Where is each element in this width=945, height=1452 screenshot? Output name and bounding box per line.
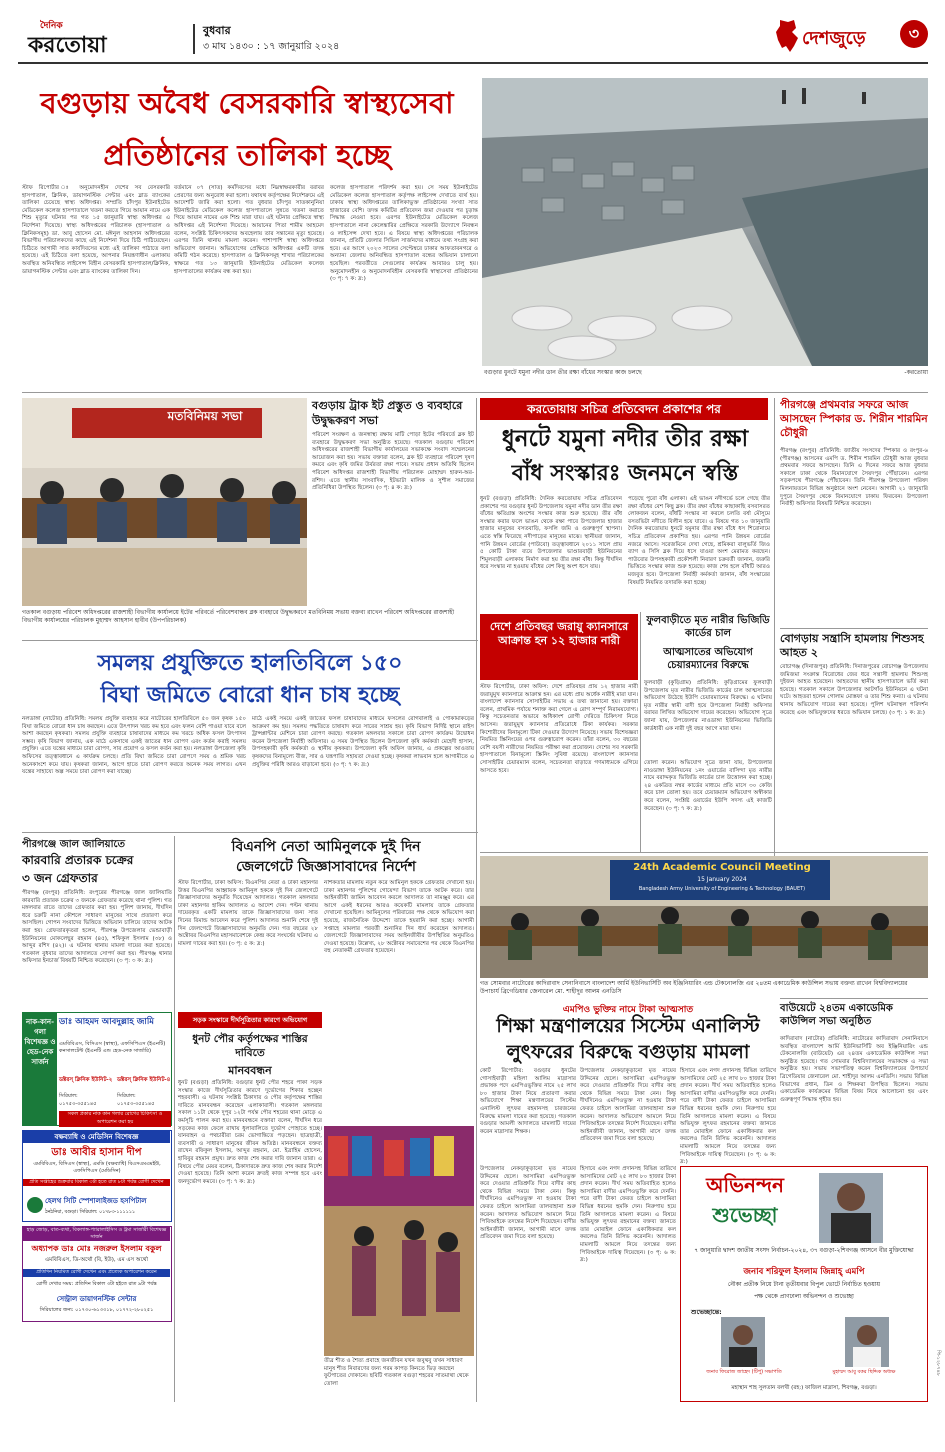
mp-col2-cont-text: হিসাবে এবং নগদ প্রদানসহ বিভিন্ন তারিখে আসামিদের মোট ২৫ লাখ ৮০ হাজার টাকা প্রদান করেন। দীর্ঘ সময় অতিবাহিত হলেও আসামিরা বাদীর এমপিওভুক্তি করে দেননি। পরে বাদী টাকা ফেরত চাইলে আসামিরা বিভিন্ন ধরনের হুমকি দেন। নিরুপায় হয়ে তিনি আদালতে মামলা করেন। এ বিষয়ে অভিযুক্ত লুৎফর রহমানের বক্তব্য জানতে তার মোবাইল ফোনে একাধিকবার কল করলেও তিনি রিসিভ করেননি। আদালত মামলাটি আমলে নিয়ে তদন্তের জন্য পিবিআইকে দায়িত্ব দিয়েছেন। (৩ পৃ: ৬ ক: দ্র:) [580,1166,676,1264]
ad-abir-address: ঠনঠনিয়া, বগুড়া। সিরিয়াল: ০১৭৮৩-১১১১১১ [45,1210,135,1215]
mp-headline-1: শিক্ষা মন্ত্রণালয়ের সিস্টেম এনালিস্ট [496,1015,760,1037]
issue-day: বুধবার [203,24,231,37]
ad-abir-banner: প্রতি সপ্তাহের শুক্রবার বিকাল ৩টা হতে রাত ৮টা পর্যন্ত রোগী দেখেন [23,1179,170,1186]
story1-headline-1: বগুড়ায় অবৈধ বেসরকারি স্বাস্থ্যসেবা [40,86,454,120]
ad-nazrul-top: হাড় জোড়, বাত-ব্যথা, বিকলাঙ্গ-প্যারালাইসিস ও ট্রমা সার্জারী বিশেষজ্ঞ সার্জন [23,1227,170,1241]
road-sub: মানববন্ধন [228,1064,272,1077]
tech-col1: নলডাঙ্গা (নাটোর) প্রতিনিধি: সমলয় প্রযুক্তি ব্যবহার করে নাটোরের হালতিবিলে ৫০ জন কৃষক ১৫০ বিঘা জমিতে বোরো ধান চাষ করছেন। এতে উৎপাদন খরচ কম হবে এবং ফলন বেশি পাওয়া যাবে বলে আশা করছেন কৃষকরা। সমলয় প্রযুক্তি ব্যবহারে চাষাবাদের মাধ্যমে কম খরচে অধিক ফসল উৎপাদন সম্ভব। কৃষি বিভাগ জানায়, এক মাঠে একসাথে একই জাতের ধান রোপণ এবং কর্তন করাই সমলয় প্রযুক্তি। এতে যন্ত্রের মাধ্যমে চারা রোপণ, সার প্রয়োগ ও ফসল কর্তন করা হয়। নলডাঙ্গা উপজেলা কৃষি অফিসের তত্ত্বাবধানে এ কার্যক্রম চলছে। প্রতি বিঘা জমিতে চারা রোপণে সময় ও শ্রমিক খরচ অনেকাংশে কমে যায়। কৃষকরা জানান, আগে হাতে চারা রোপণ করতে অনেক সময় লাগত। এখন যন্ত্রের সাহায্যে অল্প সময়ে চারা রোপণ করা যাচ্ছে। [22,716,246,776]
greeting-wisher-2: মুহাম্মদ আবু বকর ছিদ্দিক অধ্যক্ষ [832,1369,896,1375]
meeting-banner: মতবিনিময় সভা [167,409,243,423]
greeting-title-1: অভিনন্দন [706,1173,784,1197]
council-caption: গত সোমবার নাটোরের কাদিরাবাদ সেনানিবাসে বাংলাদেশ আর্মি ইউনিভার্সিটি অব ইঞ্জিনিয়ারিং এন্ড টেকনোলজি এর ২৪তম একাডেমিক কাউন্সিল সভায় বক্তব্য রাখেন বিশ্ববিদ্যালয়ের উপাচার্য ব্রিগেডিয়ার জেনারেল মো. শাহীদুর আলম এনডিসি [480,980,908,995]
ad-abdullah-footer: সকল প্রকার নাক কান গলার রোগের চিকিৎসা ও অপারেশন করা হয় [59,1111,171,1127]
section-title: দেশজুড়ে [802,28,866,49]
road-headline: ধুনট পৌর কর্তৃপক্ষের শাস্তির দাবিতে [192,1033,308,1059]
story1-headline-2: প্রতিষ্ঠানের তালিকা হচ্ছে [103,138,391,172]
bnp-col1: স্টাফ রিপোর্টার, ঢাকা অফিস: বিএনপির নেতা ও ঢাকা মহানগর উত্তর বিএনপির আহ্বায়ক আমিনুল হককে দুই দিন জেলগেটে জিজ্ঞাসাবাদের অনুমতি দিয়েছেন আদালত। গতকাল মঙ্গলবার ঢাকা মহানগর হাকিম আদালত এ আদেশ দেন। পল্টন থানায় দায়েরকৃত একটি মামলায় তাকে জিজ্ঞাসাবাদের জন্য সাত দিনের রিমান্ড আবেদন করে পুলিশ। আদালত শুনানি শেষে দুই দিন জেলগেটে জিজ্ঞাসাবাদের অনুমতি দেন। গত বছরের ২৮ অক্টোবর বিএনপির মহাসমাবেশকে কেন্দ্র করে সংঘর্ষের ঘটনায় এ মামলা দায়ের করা হয়। (৩ পৃ: ৫ ক: দ্র:) [178,880,318,947]
ad-dr-abdullah [22,1012,172,1126]
greeting-text-3: পক্ষ থেকে প্রাণঢালা অভিনন্দন ও শুভেচ্ছা [754,1293,854,1300]
vgd-headline-bottom: আত্মসাতের অভিযোগ চেয়ারম্যানের বিরুদ্ধে [663,647,753,671]
vgd-col2: তোলা করেন। অভিযোগ সূত্রে জানা যায়, উপজেলার নাওডাঙ্গা ইউনিয়নের ১নং ওয়ার্ডের বাসিন্দা মৃত নারীর নামে বরাদ্দকৃত ভিজিডি কার্ডের চাল উত্তোলন করা হচ্ছে। ২৪ একত্রিত নম্বর কার্ডের মাধ্যমে প্রতি মাসে ৩০ কেজি করে চাল তোলা হয়। তবে চেয়ারম্যান অভিযোগ অস্বীকার করে বলেন, সংশ্লিষ্ট ওয়ার্ডের ইউপি সদস্য এই কাজটি করেছেন। (৩ পৃ: ৭ ক: দ্র:) [644,760,772,812]
greeting-title-2: শুভেচ্ছা [712,1203,778,1227]
mp-col1-cont-text: উপজেলার নেকড়াকুড়ানো মৃত নায়েব উদ্দিনের ছেলে। আসামিরা এমপিওভুক্ত করে দেওয়ার প্রতিশ্রুতি দিয়ে বাদীর কাছ থেকে বিভিন্ন সময়ে টাকা নেন। কিন্তু দীর্ঘদিনেও এমপিওভুক্ত না হওয়ায় টাকা ফেরত চাইলে আসামিরা তালবাহানা শুরু করেন। আদালত অভিযোগ আমলে নিয়ে পিবিআইকে তদন্তের নির্দেশ দিয়েছেন। বাদীর আইনজীবী জানান, আগামী মাসে তদন্ত প্রতিবেদন জমা দিতে বলা হয়েছে। [480,1166,576,1241]
cold-caption: তীব্র শীত ও শৈত্য প্রবাহে জনজীবন যখন জবুথবু তখন সাধারণ মানুষ শীত নিবারণের জন্য গরম কাপড় কিনতে ভিড় করছেন ফুটপাতের দোকানে। ছবিটি গতকাল বগুড়া শহরের সাতমাথা থেকে তোলা [324,1358,469,1387]
ad-greeting [680,1166,928,1402]
ad-abdullah-phone2: সিরিয়াল: ০১৭৫৩-৩৫৫১৪৫ [117,1093,155,1107]
cancer-box [480,614,638,680]
brand-small: দৈনিক [40,21,63,31]
meeting-caption: গতকাল বগুড়ায় পরিবেশ অধিদপ্তরের রাজশাহী বিভাগীয় কার্যালয়ে ইটের পরিবর্তে পরিবেশবান্ধব ব্লক ব্যবহারে উদ্বুদ্ধকরণে মতবিনিময় সভায় বক্তব্য রাখেন পরিবেশ অধিদপ্তরের রাজশাহী বিভাগীয় কার্যালয়ের পরিচালক মুহাম্মদ আহসান হাবীব (উপপরিচালক) [22,609,455,624]
wisher1-portrait [721,1317,765,1367]
wisher2-portrait [845,1317,889,1367]
council-banner-title: 24th Academic Council Meeting [633,862,811,873]
greeting-wisher-1: জনাব ফিরোজ জাহেদ (টিপু) সভাপতি [706,1369,782,1375]
ad-abir-hospital: হেলথ সিটি স্পেশালাইজড হসপিটাল [45,1197,147,1205]
ad-abdullah-chamber2: ডক্টরস্ ক্লিনিক ইউনিট-৪ [117,1077,171,1083]
ad-dr-abir [22,1130,172,1222]
ad-abir-top: বক্ষব্যাধি ও মেডিসিন বিশেষজ্ঞ [23,1131,170,1143]
bogra-ta-headline: বগুড়ায় ট্রাক ইট প্রস্তুত ও ব্যবহারে উদ্বুদ্ধকরণ সভা [312,399,463,427]
council-side-headline: বাউয়েটে ২৪তম একাডেমিক কাউন্সিল সভা অনুষ্ঠিত [780,1003,893,1027]
story1-col2: বর্তমানে ০৭ (সাত) কর্মদিবসের মধ্যে নিম্নস্বাক্ষরকারীর বরাবর প্রেরণের জন্য অনুরোধ করা হলো। যথাযথ কর্তৃপক্ষের নির্দেশক্রমে এই আদেশটি জারি করা হলো। গত বুধবার চাঁদপুর সাতকানুনিয়া ইউনাইটেড মেডিকেল কলেজ হাসপাতালে সুন্নতে খতনা করাতে গিয়ে আয়ান নামের এক শিশু মারা যায়। এই ঘটনার প্রেক্ষিতে স্বাস্থ্য অধিদপ্তর এই নির্দেশনা দিয়েছে। আয়ানের পিতা শামীম আহমেদ বলেন, সংশ্লিষ্ট চিকিৎসকদের অবহেলায় তার সন্তানের মৃত্যু হয়েছে। এরপর তিনি থানায় মামলা করেন। পাশাপাশি স্বাস্থ্য অধিদপ্তরে অভিযোগ জানান। অভিযোগের প্রেক্ষিতে অধিদপ্তর একটি তদন্ত কমিটি গঠন করেছে। হাসপাতাল ও ক্লিনিকসমূহ শাখার পরিচালকের স্বাক্ষরে গত ১৩ জানুয়ারি ইউনাইটেড মেডিকেল কলেজ হাসপাতালের কার্যক্রম বন্ধ করা হয়। [174,185,324,275]
tech-headline-1: সমলয় প্রযুক্তিতে হালতিবিলে ১৫০ [97,650,403,676]
ad-dr-nazrul [22,1226,172,1322]
dhunat-col1: ধুনট (বগুড়া) প্রতিনিধি: দৈনিক করতোয়ায় সচিত্র প্রতিবেদন প্রকাশের পর বগুড়ার ধুনট উপজেলায় যমুনা নদীর ডান তীর রক্ষা বাঁধের ক্ষতিগ্রস্ত অংশের সংস্কার কাজ শুরু হয়েছে। তীর বাঁধ সংস্কার করার ফলে ভাঙন থেকে রক্ষা পাবে উপজেলার হাজার হাজার মানুষের বসতবাড়ি, ফসলি জমি ও গুরুত্বপূর্ণ স্থাপনা। এতে স্বস্তি ফিরেছে নদীপাড়ের মানুষের মাঝে। স্থানীয়রা জানান, পানি উন্নয়ন বোর্ডের (পাউবো) তত্ত্বাবধানে ২০১১ সালে প্রায় ৫ কোটি টাকা ব্যয়ে উপজেলার ভাণ্ডারবাড়ী ইউনিয়নের শিমুলবাড়ী এলাকায় নির্মাণ করা হয় তীর রক্ষা বাঁধ। কিন্তু দীর্ঘদিন ধরে সংস্কার না হওয়ায় বাঁধের বেশ কিছু অংশ ধসে যায়। [480,496,622,571]
mp-kicker: এমপিও ভুক্তির নামে টাকা আত্মসাত [562,1005,694,1015]
speaker-headline: পীরগঞ্জে প্রথমবার সফরে আজ আসছেন স্পিকার ড. শিরীন শারমিন চৌধুরী [780,399,928,439]
meeting-photo [22,398,307,606]
ad-abdullah-name: ডাঃ আহমদ আবদুল্লাহ জামি [59,1017,155,1027]
mp-col3: হিসাবে এবং নগদ প্রদানসহ বিভিন্ন তারিখে আসামিদের মোট ২৫ লাখ ৮০ হাজার টাকা প্রদান করেন। দীর্ঘ সময় অতিবাহিত হলেও আসামিরা বাদীর এমপিওভুক্তি করে দেননি। পরে বাদী টাকা ফেরত চাইলে আসামিরা বিভিন্ন ধরনের হুমকি দেন। নিরুপায় হয়ে তিনি আদালতে মামলা করেন। এ বিষয়ে অভিযুক্ত লুৎফর রহমানের বক্তব্য জানতে তার মোবাইল ফোনে একাধিকবার কল করলেও তিনি রিসিভ করেননি। আদালত মামলাটি আমলে নিয়ে তদন্তের জন্য পিবিআইকে দায়িত্ব দিয়েছেন। (৩ পৃ: ৬ ক: দ্র:) [680,1068,776,1166]
dhunat-headline-1: ধুনটে যমুনা নদীর তীর রক্ষা [501,425,749,452]
ad-nazrul-note2: রোগী দেখার সময়: প্রতিদিন বিকাল ৩টা হইতে রাত ৯টা পর্যন্ত [36,1281,157,1287]
mp-col2: উপজেলার নেকড়াকুড়ানো মৃত নায়েব উদ্দিনের ছেলে। আসামিরা এমপিওভুক্ত করে দেওয়ার প্রতিশ্রুতি দিয়ে বাদীর কাছ থেকে বিভিন্ন সময়ে টাকা নেন। কিন্তু দীর্ঘদিনেও এমপিওভুক্ত না হওয়ায় টাকা ফেরত চাইলে আসামিরা তালবাহানা শুরু করেন। আদালত অভিযোগ আমলে নিয়ে পিবিআইকে তদন্তের নির্দেশ দিয়েছেন। বাদীর আইনজীবী জানান, আগামী মাসে তদন্ত প্রতিবেদন জমা দিতে বলা হয়েছে। [580,1068,676,1143]
mp-col1: কোর্ট রিপোর্টার: বগুড়ার ধুনটের গোসাইবাড়ী মহিলা আলিম মাদ্রাসার প্রভাষক পদে এমপিওভুক্তির নামে ২৫ লাখ ৮০ হাজার টাকা নিয়ে প্রতারণা করার অভিযোগে শিক্ষা মন্ত্রণালয়ের সিস্টেম এনালিস্ট লুৎফর রহমানসহ চারজনের বিরুদ্ধে মামলা দায়ের করা হয়েছে। গতকাল বগুড়ার আমলী আদালতে মামলাটি দায়ের করেন মাদ্রাসার শিক্ষক। [480,1068,576,1135]
ad-abir-degrees: এমবিবিএস, বিসিএস (স্বাস্থ্য), এমডি (বক্ষব্যাধি) বিএসএমএমইউ, এফসিপিএস (মেডিসিন) [33,1161,161,1174]
greeting-footer: মহাস্থান শাহ সুলতান বলখী (রহ:) ফাজিল মাদ্রাসা, শিবগঞ্জ, বগুড়া। [731,1385,877,1391]
mp-col1-cont [480,1166,576,1402]
dhunat-col2: পড়েছে পুরো বাঁধ এলাকা। এই ভাঙন নদীগর্ভে চলে গেছে তীর রক্ষা বাঁধের বেশ কিছু ব্লক। তীর রক্ষা বাঁধের কাছাকাছি বসবাসরত লোকজন বলেন, বাঁধটি সংস্কার না করলে চলতি বর্ষা মৌসুমে বসতভিটা নদীতে বিলীন হয়ে যাবে। এ বিষয়ে গত ১০ জানুয়ারি দৈনিক করতোয়ায় ধুনটে যমুনার তীর রক্ষা বাঁধে ধস শিরোনামে সচিত্র প্রতিবেদন প্রকাশিত হয়। এরপর পানি উন্নয়ন বোর্ডের নজরে আসে। সরেজমিনে দেখা গেছে, শ্রমিকরা বালুভর্তি জিও ব্যাগ ও সিসি ব্লক দিয়ে ধসে যাওয়া অংশ মেরামত করছেন। পাউবোর উপসহকারী প্রকৌশলী নিবারণ চক্রবর্তী জানান, জরুরি ভিত্তিতে সংস্কার কাজ শুরু হয়েছে। কাজ শেষ হলে বাঁধটি আরও মজবুত হবে। উপজেলা নির্বাহী কর্মকর্তা জানান, বাঁধ সংস্কারের বিষয়টি নিয়মিত তদারকি করা হচ্ছে। [628,496,770,586]
jal-headline-main: কারবারি প্রতারক চক্রের [22,853,134,867]
ad-nazrul-note1: প্রতিদিন নিয়মিত রোগী দেখেন এবং প্রত্যেক অপারেশন করেন [23,1269,170,1277]
bnp-col2: নাশকতার মামলায় নতুন করে আমিনুল হককে গ্রেফতার দেখানো হয়। ঢাকা মহানগর পুলিশের গোয়েন্দা বিভাগ তাকে আটক করে। তার আইনজীবী জামিন আবেদন করলে আদালত তা নামঞ্জুর করে। এর আগে একই ধরনের আরও কয়েকটি মামলায় তাকে গ্রেফতার দেখানো হয়েছিল। আমিনুলের পরিবারের পক্ষ থেকে অভিযোগ করা হয়েছে, রাজনৈতিক উদ্দেশ্যে তাকে হয়রানি করা হচ্ছে। আগামী সপ্তাহে মামলার পরবর্তী শুনানির দিন ধার্য করেছেন আদালত। জেলগেটে জিজ্ঞাসাবাদের সময় আইনজীবীর উপস্থিতির অনুমতিও দেওয়া হয়েছে। উল্লেখ্য, ২৮ অক্টোবর সমাবেশের পর থেকে বিএনপির বহু নেতাকর্মী গ্রেফতার হয়েছেন। [324,880,474,955]
speaker-body: পীরগঞ্জ (রংপুর) প্রতিনিধি: জাতীয় সংসদের স্পিকার ও রংপুর-৬ (পীরগঞ্জ) আসনের এমপি ড. শিরীন শারমিন চৌধুরী আজ বুধবার প্রথমবার সফরে আসছেন। তিনি এ দিনের সফরে আজ বুধবার সকালে ঢাকা থেকে বিমানযোগে সৈয়দপুর পৌঁছাবেন। এরপর সড়কপথে পীরগঞ্জে পৌঁছাবেন। তিনি পীরগঞ্জ উপজেলা পরিষদ মিলনায়তনে বিভিন্ন অনুষ্ঠানে অংশ নেবেন। আগামী ২১ জানুয়ারি দুপুরে সৈয়দপুর থেকে বিমানযোগে ঢাকায় ফিরবেন। উপজেলা নির্বাহী অফিসার বিষয়টি নিশ্চিত করেছেন। [780,448,928,508]
ad-nazrul-serial: সিরিয়ালের জন্য: ০১৭৩০-৬১৩৩১৮, ০১৭৭২-২৮০২৫১ [39,1307,154,1313]
bochaganj-headline: বোগড়ায় সন্ত্রাসি হামলায় শিশুসহ আহত ২ [780,632,924,659]
jal-headline-top: পীরগঞ্জে জাল জালিয়াতে [22,839,125,850]
road-label: সড়ক সংস্কারে দীর্ঘসূত্রিতার কারণে অভিযোগ [192,1016,308,1024]
road-label-box [178,1012,322,1028]
bnp-headline-2: জেলগেটে জিজ্ঞাসাবাদের নির্দেশ [236,859,416,875]
ad-abdullah-chamber1: ডক্টরস্ ক্লিনিক ইউনিট-২ [59,1077,113,1083]
mp-headline-2: লুৎফরের বিরুদ্ধে বগুড়ায় মামলা [506,1041,750,1063]
ad-nazrul-name: অধ্যাপক ডাঃ মোঃ নজরুল ইসলাম বকুল [31,1244,162,1253]
page-number [900,20,928,48]
bochaganj-body: বোচাগঞ্জ (দিনাজপুর) প্রতিনিধি: দিনাজপুরের বোচাগঞ্জ উপজেলায় জমিজমা সংক্রান্ত বিরোধের জের ধরে সন্ত্রাসী হামলায় শিশুসহ দুইজন আহত হয়েছেন। আহতদের স্থানীয় হাসপাতালে ভর্তি করা হয়েছে। গতকাল সকালে উপজেলার আটগাঁও ইউনিয়নে এ ঘটনা ঘটে। আহতরা হলেন গোলাম মোস্তফা ও তার শিশু কন্যা। এ ঘটনায় থানায় অভিযোগ দায়ের করা হয়েছে। পুলিশ ঘটনাস্থল পরিদর্শন করেছে এবং অভিযুক্তদের ধরতে অভিযান চলছে। (৩ পৃ: ১ ক: দ্র:) [780,664,928,716]
embankment-caption: বগুড়ার ধুনটে যমুনা নদীর ডান তীর রক্ষা বাঁধের সংস্কার কাজ চলছে [484,369,642,376]
issue-date: ৩ মাঘ ১৪৩০ : ১৭ জানুয়ারি ২০২৪ [203,41,340,52]
dhunat-headline-2: বাঁধ সংস্কারঃ জনমনে স্বস্তি [511,460,739,486]
bangladesh-map-icon [774,18,800,54]
cancer-body: স্টাফ রিপোর্টার, ঢাকা অফিস: দেশে প্রতিবছর প্রায় ১২ হাজার নারী জরায়ুমুখ ক্যানসারে আক্রান্ত হন। এর মধ্যে প্রায় অর্ধেক নারীই মারা যান। বাংলাদেশ ক্যানসার সোসাইটির সভায় এ তথ্য জানানো হয়। বক্তারা বলেন, প্রাথমিক পর্যায়ে শনাক্ত করা গেলে এ রোগ সম্পূর্ণ নিরাময়যোগ্য। কিন্তু সচেতনতার অভাবে অধিকাংশ রোগী দেরিতে চিকিৎসা নিতে আসেন। জরায়ুমুখ ক্যানসার প্রতিরোধে টিকা কার্যকর। সরকার কিশোরীদের বিনামূল্যে টিকা দেওয়ার উদ্যোগ নিয়েছে। সভায় বিশেষজ্ঞরা নিয়মিত স্ক্রিনিংয়ের ওপর গুরুত্বারোপ করেন। তাঁরা বলেন, ৩০ বছরের বেশি বয়সী নারীদের নিয়মিত পরীক্ষা করা প্রয়োজন। দেশের সব সরকারি হাসপাতালে বিনামূল্যে স্ক্রিনিং সুবিধা রয়েছে। বাংলাদেশ ক্যানসার সোসাইটির চেয়ারম্যান বলেন, সচেতনতা বাড়াতে গণমাধ্যমকে এগিয়ে আসতে হবে। [480,684,638,774]
page-number-text: ৩ [908,24,920,43]
side-code: পি-১২৮৭৪৮ [935,1350,941,1377]
ad-abdullah-degrees: এমবিবিএস, বিসিএস (স্বাস্থ্য), এফসিপিএস (ইএনটি) কনসালটেন্ট (ইএনটি এন্ড হেড-নেক সার্জারি) [59,1041,166,1054]
ad-abir-name: ডাঃ আবীর হাসান দীপ [51,1147,142,1158]
greeting-text-1: ৭ জানুয়ারি দ্বাদশ জাতীয় সংসদ নির্বাচন-২০২৪, ৩৭ বগুড়া-২শিবগঞ্জ আসনে বীর মুক্তিযোদ্ধা [694,1247,914,1254]
story1-col3: কলেজ হাসপাতাল পরিদর্শন করা হয়। সে সময় ইউনাইটেড মেডিকেল কলেজ হাসপাতাল কর্তৃপক্ষ লাইসেন্স দেখাতে ব্যর্থ হয়। ঢাকায় স্বাস্থ্য অধিদপ্তরের তালিকাভুক্ত প্রতিষ্ঠানের সংখ্যা সাত হাজারের বেশি। তদন্ত কমিটির প্রতিবেদন জমা দেওয়ার পর চূড়ান্ত সিদ্ধান্ত নেওয়া হবে। এরপর ইউনাইটেড মেডিকেল কলেজ হাসপাতালে নানা কেলেঙ্কারির প্রেক্ষিতে সরকারি উদ্যোগে নিবন্ধন ও লাইসেন্স দেখা হবে। এ বিষয়ে স্বাস্থ্য অধিদপ্তরের পরিচালক জানান, প্রতিটি জেলার সিভিল সার্জনদের মাধ্যমে তথ্য সংগ্রহ করা হবে। এর আগে ২০২৩ সালের সেপ্টেম্বরে ঢাকার আফতাবনগরে ও অন্যান্য জেলায় অনিবন্ধিত হাসপাতাল বন্ধের অভিযান চালানো হয়েছিল। পরবর্তীতে সেগুলোর কার্যক্রম আবারও চালু হয়। অনুমোদনহীন ও অনুমোদনবিহীন বেসরকারি স্বাস্থ্যসেবা প্রতিষ্ঠানের (৩ পৃ: ৭ ক: দ্র:) [330,185,478,283]
council-photo [480,856,928,978]
ad-nazrul-degrees: এমবিবিএস, ডি-অর্থো (বি, ইউ), এম এস অর্থো [44,1257,149,1263]
vgd-col1: ফুলবাড়ী (কুড়িগ্রাম) প্রতিনিধি: কুড়িগ্রামের ফুলবাড়ী উপজেলায় মৃত নারীর ভিজিডি কার্ডের চাল আত্মসাতের অভিযোগ উঠেছে ইউপি চেয়ারম্যানের বিরুদ্ধে। এ ঘটনায় মৃত নারীর স্বামী বাদী হয়ে উপজেলা নির্বাহী অফিসার বরাবর লিখিত অভিযোগ দায়ের করেছেন। অভিযোগ সূত্রে জানা যায়, উপজেলার নাওডাঙ্গা ইউনিয়নের ভিজিডি কার্ডধারী এক নারী দুই বছর আগে মারা যান। [644,680,772,732]
greeting-wishers-label: শুভেচ্ছান্তে: [691,1308,722,1316]
story1-col1: স্টাফ রিপোর্টার ঃ অনুমোদনহীন দেশের সব বেসরকারি হাসপাতাল, ক্লিনিক, ডায়াগনস্টিক সেন্টার এবং ব্লাড ব্যাংকের তালিকা চেয়েছে স্বাস্থ্য অধিদপ্তর। সম্প্রতি চাঁদপুর ইউনাইটেড মেডিকেল কলেজ হাসপাতালে খতনা করতে গিয়ে আয়ান নামে এক শিশু মৃত্যুর ঘটনার পর গত ১৫ জানুয়ারি স্বাস্থ্য অধিদপ্তর এ নির্দেশনা দিয়েছে। স্বাস্থ্য অধিদপ্তরের পরিচালক (হাসপাতাল ও ক্লিনিকসমূহ) ডা. আবু হোসেন মো. মঈনুল আহসান অধিদপ্তরের বিভাগীয় পরিচালকদের কাছে এই নির্দেশনা দিয়ে চিঠি পাঠিয়েছেন। চিঠিতে আগামী সাত কার্যদিবসের মধ্যে এই তালিকা পাঠাতে বলা হয়েছে। এই চিঠিতে বলা হয়েছে, আপনার নিয়ন্ত্রণাধীন এলাকায় অবস্থিত অনিবন্ধিত লাইসেন্স বিহীন বেসরকারি হাসপাতাল/ক্লিনিক, ডায়াগনস্টিক সেন্টার এবং ব্লাড ব্যাংকের তালিকা দিন। [22,185,170,275]
ad-abdullah-phone1: সিরিয়াল: ০১৭৫৩-৩৫৫১৪৫ [59,1093,97,1107]
embankment-photo [482,78,928,366]
cancer-headline: দেশে প্রতিবছর জরায়ু ক্যানসারে আক্রান্ত হন ১২ হাজার নারী [489,620,629,647]
jal-body: পীরগঞ্জ (রংপুর) প্রতিনিধি: রংপুরের পীরগঞ্জে জাল জালিয়াতি কারবারি প্রতারক চক্রের ৩ জনকে গ্রেফতার করেছে থানা পুলিশ। গত মঙ্গলবার রাতে তাদের গ্রেফতার করা হয়। পুলিশ জানায়, দীর্ঘদিন ধরে চক্রটি নানা কৌশলে সাধারণ মানুষের সাথে প্রতারণা করে আসছিল। গোপন সংবাদের ভিত্তিতে অভিযান চালিয়ে তাদের আটক করা হয়। গ্রেফতারকৃতরা হলেন, পীরগঞ্জ উপজেলার ভেন্ডাবাড়ী ইউনিয়নের মোকলেছুর রহমান (৪৫), শফিকুল ইসলাম (৩৮) ও আব্দুর রশিদ (৪২)। এ ঘটনায় থানায় মামলা দায়ের করা হয়েছে। গতকাল বুধবার তাদের আদালতে সোপর্দ করা হয়। পীরগঞ্জ থানার অফিসার ইনচার্জ বিষয়টি নিশ্চিত করেছেন। (৩ পৃ: ৩ ক: দ্র:) [22,890,172,965]
council-side-body: কাদিরাবাদ (নাটোর) প্রতিনিধি: নাটোরের কাদিরাবাদ সেনানিবাসে অবস্থিত বাংলাদেশ আর্মি ইউনিভার্সিটি অব ইঞ্জিনিয়ারিং এন্ড টেকনোলজি (বাউয়েট) এর ২৪তম একাডেমিক কাউন্সিল সভা অনুষ্ঠিত হয়েছে। গত সোমবার বিশ্ববিদ্যালয়ের সভাকক্ষে এ সভা অনুষ্ঠিত হয়। সভায় সভাপতিত্ব করেন বিশ্ববিদ্যালয়ের উপাচার্য ব্রিগেডিয়ার জেনারেল মো. শাহীদুর আলম এনডিসি। সভায় বিভিন্ন বিভাগের প্রধান, ডিন ও শিক্ষকরা উপস্থিত ছিলেন। সভায় একাডেমিক কার্যক্রমের বিভিন্ন বিষয় নিয়ে আলোচনা হয় এবং গুরুত্বপূর্ণ সিদ্ধান্ত গৃহীত হয়। [780,1036,928,1103]
tech-headline-2: বিঘা জমিতে বোরো ধান চাষ হচ্ছে [100,682,400,708]
jal-headline-bottom: ৩ জন গ্রেফতার [22,871,98,885]
road-body: ধুনট (বগুড়া) প্রতিনিধি: বগুড়ার ধুনট পৌর শহরে পাকা সড়ক সংস্কার কাজে দীর্ঘসূত্রিতার কারণে দুর্ভোগের শিকার হচ্ছেন শহরবাসী। এ ঘটনায় সংশ্লিষ্ট ঠিকাদার ও পৌর কর্তৃপক্ষের শাস্তির দাবিতে মানববন্ধন করেছেন এলাকাবাসী। গতকাল মঙ্গলবার সকাল ১১টা থেকে দুপুর ১২টা পর্যন্ত পৌর শহরের থানা মোড়ে এ কর্মসূচি পালন করা হয়। মানববন্ধনে বক্তারা বলেন, দীর্ঘদিন ধরে সড়কের কাজ ফেলে রাখায় ধুলাবালিতে দুর্ভোগ পোহাতে হচ্ছে। যানবাহন ও পথচারীরা চরম ভোগান্তিতে পড়ছেন। ছাত্রছাত্রী, ব্যবসায়ী ও সাধারণ মানুষের জীবন অতিষ্ঠ। মানববন্ধনে বক্তব্য রাখেন রফিকুল ইসলাম, আব্দুর রহমান, মো. ইব্রাহিম হোসেন, হাবিবুর রহমান প্রমুখ। দ্রুত কাজ শেষ করার দাবি জানান তারা। এ বিষয়ে পৌর মেয়র বলেন, ঠিকাদারকে দ্রুত কাজ শেষ করার নির্দেশ দেওয়া হয়েছে। তিনি আশা করেন দ্রুতই কাজ সম্পন্ন হবে এবং জনদুর্ভোগ কমবে। (৩ পৃ: ৭ ক: দ্র:) [178,1080,322,1185]
masthead [18,14,928,66]
bogra-ta-body: পরিবেশ সংরক্ষণ ও জনস্বাস্থ্য রক্ষায় মাটি পোড়া ইটের পরিবর্তে ব্লক ইট ব্যবহারে উদ্বুদ্ধকরণ সভা অনুষ্ঠিত হয়েছে। গতকাল বগুড়ায় পরিবেশ অধিদপ্তরের রাজশাহী বিভাগীয় কার্যালয়ের সভাকক্ষে সংবাদ সম্মেলনের আয়োজন করা হয়। সভায় বক্তারা বলেন, ব্লক ইট ব্যবহারে পরিবেশ দূষণ কমবে এবং কৃষি জমির উর্বরতা রক্ষা পাবে। সভায় প্রধান অতিথি ছিলেন পরিবেশ অধিদপ্তর রাজশাহী বিভাগীয় পরিচালক মোহাম্মদ হারুন-অর-রশিদ। এতে স্থানীয় সাংবাদিক, ইটভাটা মালিক ও সুশীল সমাজের প্রতিনিধিরা উপস্থিত ছিলেন। (৩ পৃ: ৪ ক: দ্র:) [312,432,474,492]
mp-col2-cont [580,1166,676,1402]
brand-logo: করতোয়া [28,32,107,58]
tech-col2: মাঠে একই সময়ে একই জাতের ফসল চাষাবাদের মাধ্যমে ফসলের রোগবালাই ও পোকামাকড়ের আক্রমণ কম হয়। সমলয় পদ্ধতিতে চাষাবাদ করে সারের সাশ্রয় হয়। কৃষি বিভাগ নির্দিষ্ট স্থানে রাইস ট্রান্সপ্লান্টার মেশিনে চারা রোপণ করছে। গতকাল মঙ্গলবার সকালে চারা রোপণ কার্যক্রম উদ্বোধন করেন উপজেলা নির্বাহী অফিসার। এ সময় উপস্থিত ছিলেন উপজেলা কৃষি কর্মকর্তা মেহেদী হাসান, উপসহকারী কৃষি কর্মকর্তা ও স্থানীয় কৃষকরা। উপজেলা কৃষি অফিস জানায়, এ প্রকল্পের আওতায় কৃষকদের বিনামূল্যে বীজ, সার ও যন্ত্রপাতি সহায়তা দেওয়া হচ্ছে। কৃষকরা লাভবান হলে আগামীতে এ প্রযুক্তির পরিধি আরও বাড়ানো হবে। (৩ পৃ: ৭ ক: দ্র:) [252,716,474,768]
council-banner-date: 15 January 2024 [697,876,747,883]
council-banner-org: Bangladesh Army University of Engineering & Technology (BAUET) [638,886,806,892]
dhunat-banner [480,398,768,420]
greeting-text-2: নৌকা প্রতীক নিয়ে টানা তৃতীয়বার বিপুল ভোটে নির্বাচিত হওয়ায় [727,1281,881,1288]
embankment-credit: -করতোয়া [904,369,928,376]
cold-market-photo [324,1126,474,1356]
vgd-headline-top: ফুলবাড়ীতে মৃত নারীর ভিজিডি কার্ডের চাল [646,615,770,639]
ad-abdullah-side: নাক-কান-গলা বিশেষজ্ঞ ও হেড-নেক সার্জন [23,1013,57,1125]
health-city-logo-icon [27,1197,43,1213]
mp-portrait [819,1173,883,1243]
greeting-name: জনাব শরিফুল ইসলাম জিন্নাহ্ এমপি [743,1267,865,1277]
ad-nazrul-center: সেন্ট্রাল ডায়াগনস্টিক সেন্টার [56,1295,137,1303]
bnp-headline-1: বিএনপি নেতা আমিনুলকে দুই দিন [231,839,421,855]
dhunat-banner-text: করতোয়ায় সচিত্র প্রতিবেদন প্রকাশের পর [527,402,721,416]
